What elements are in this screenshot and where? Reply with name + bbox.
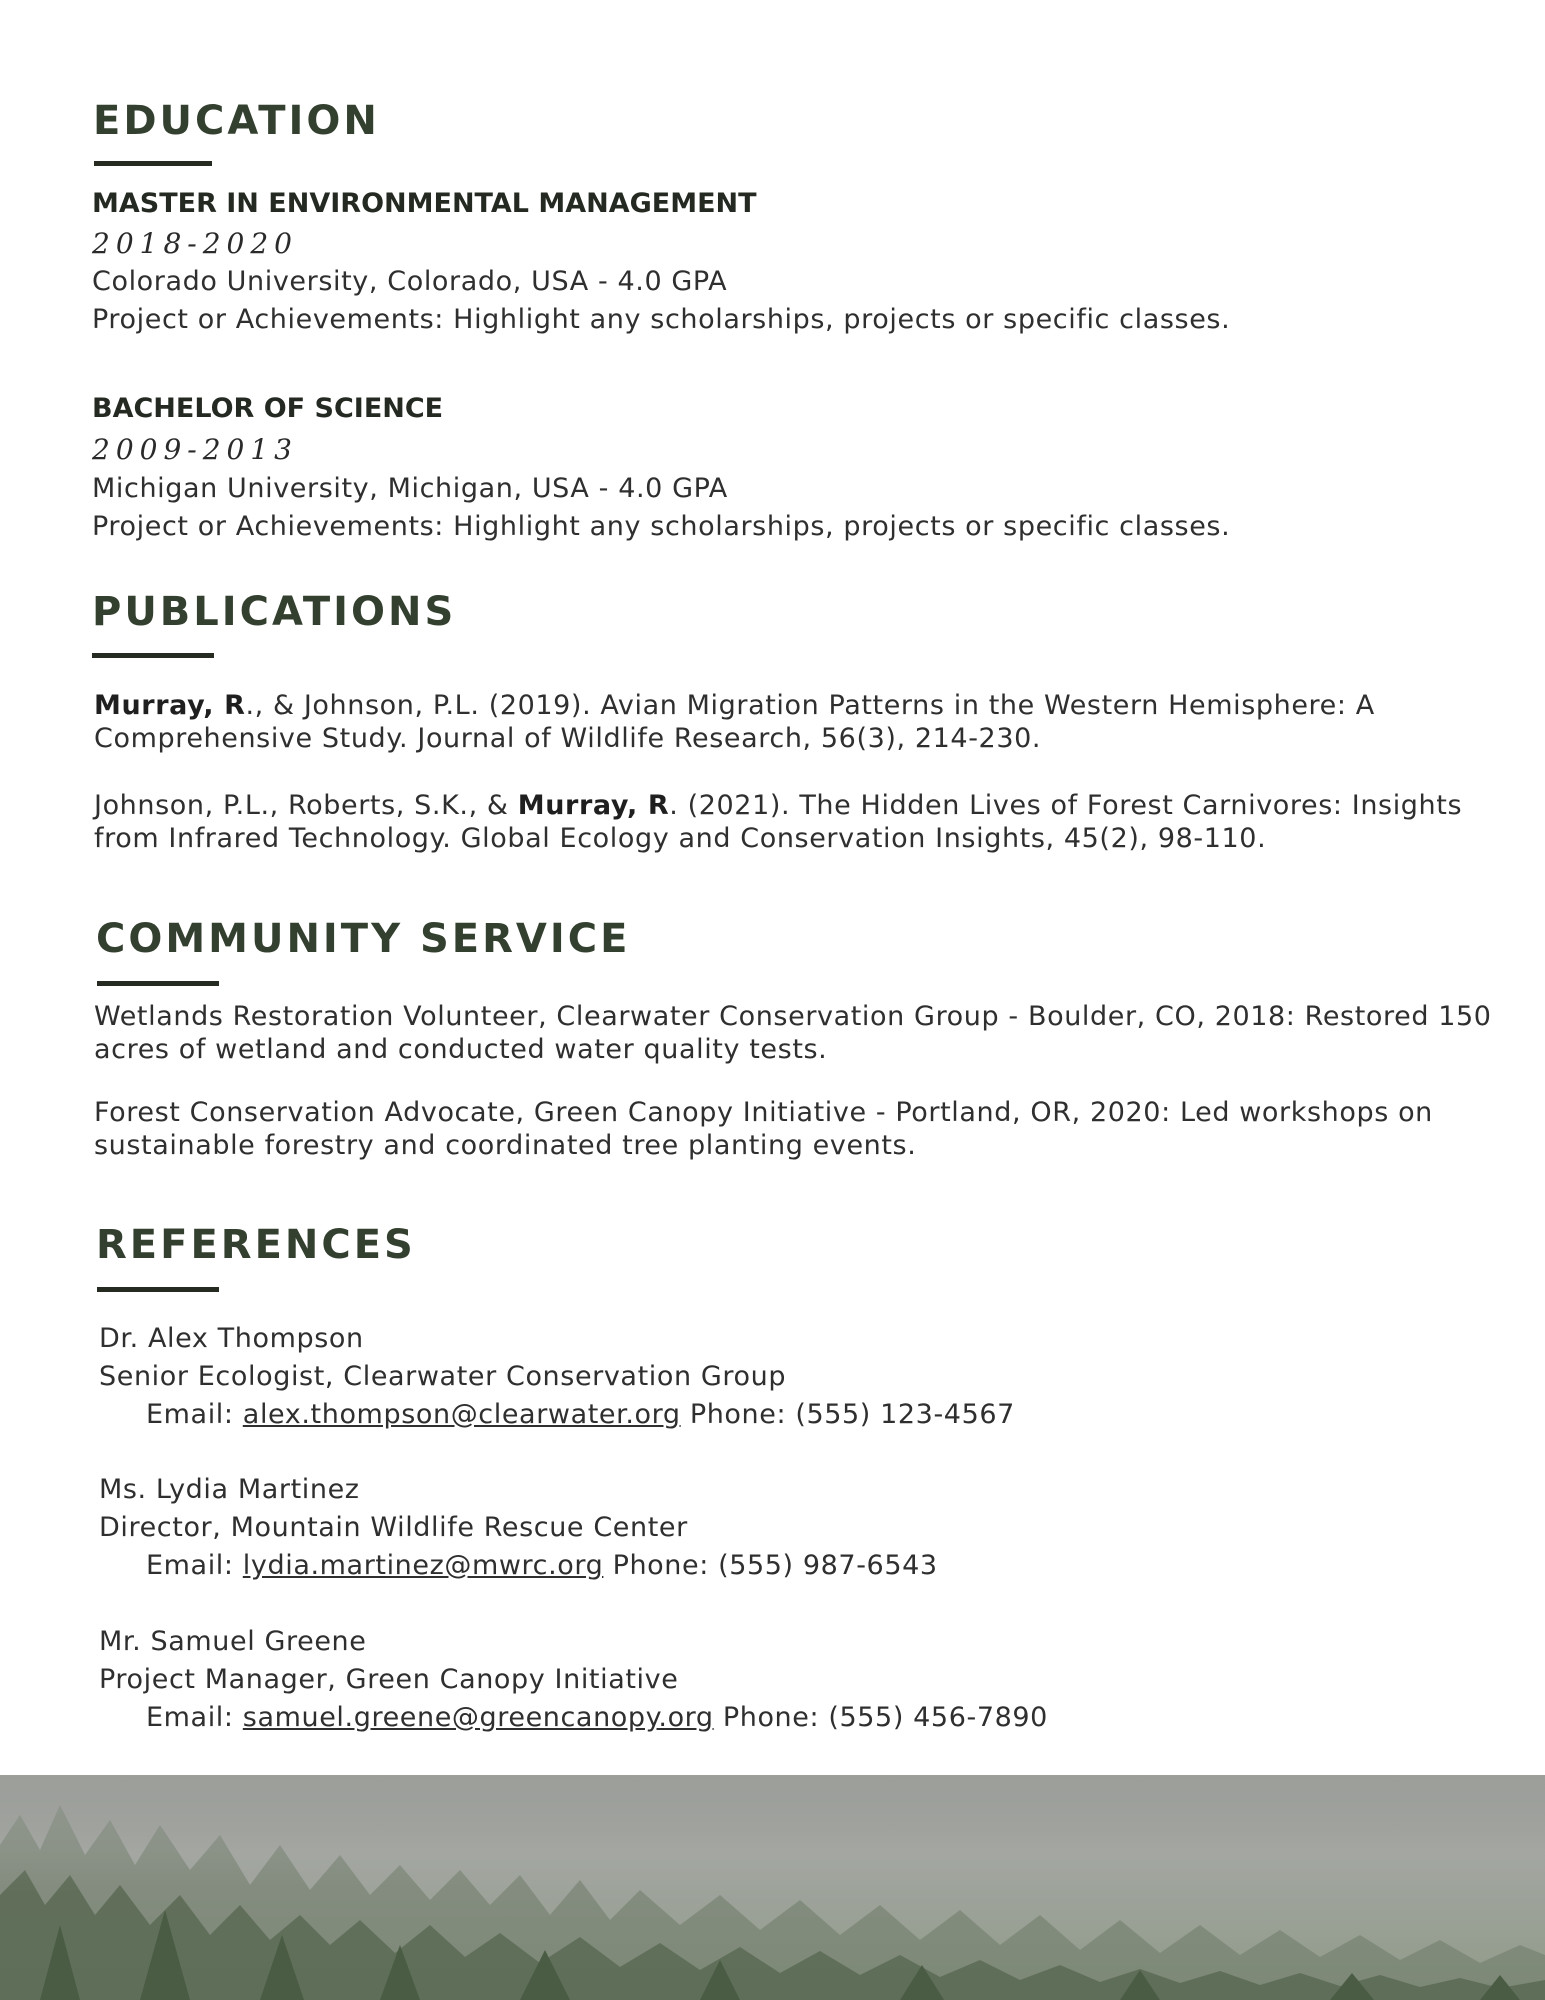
reference-role: Director, Mountain Wildlife Rescue Center — [99, 1512, 688, 1543]
reference-contact — [146, 1702, 1048, 1733]
education-heading: EDUCATION — [93, 98, 380, 144]
reference-email-link[interactable]: alex.thompson@clearwater.org — [242, 1399, 681, 1430]
publication-coauthors: Johnson, P.L., Roberts, S.K., & — [94, 790, 518, 821]
community-service-underline — [97, 981, 219, 986]
reference-contact — [146, 1399, 1015, 1430]
community-service-entry: Wetlands Restoration Volunteer, Clearwater Conservation Group - Boulder, CO, 2018: Restored 150 acres of wetland and conducted water quality tests. — [94, 1001, 1492, 1065]
references-underline — [97, 1287, 219, 1292]
publication-text: ., & Johnson, P.L. (2019). Avian Migration Patterns in the Western Hemisphere: A Comprehensive Study. Journal of Wildlife Research, 56(3), 214-230. — [94, 690, 1375, 754]
references-heading: REFERENCES — [96, 1222, 416, 1268]
education-school: Colorado University, Colorado, USA - 4.0 GPA — [92, 266, 728, 297]
community-service-heading: COMMUNITY SERVICE — [96, 916, 631, 962]
publication-author-bold: Murray, R — [94, 690, 246, 721]
reference-role: Project Manager, Green Canopy Initiative — [99, 1664, 679, 1695]
education-degree: MASTER IN ENVIRONMENTAL MANAGEMENT — [92, 188, 757, 219]
education-years: 2009-2013 — [92, 433, 298, 466]
publication-entry — [94, 689, 1534, 755]
education-underline — [94, 161, 212, 166]
reference-email-label: Email: — [146, 1702, 234, 1733]
education-school: Michigan University, Michigan, USA - 4.0 GPA — [92, 473, 728, 504]
publications-underline — [92, 653, 214, 658]
reference-email-label: Email: — [146, 1399, 234, 1430]
reference-phone: Phone: (555) 987-6543 — [612, 1550, 938, 1581]
reference-phone: Phone: (555) 456-7890 — [722, 1702, 1048, 1733]
reference-name: Mr. Samuel Greene — [99, 1626, 367, 1657]
education-achievements: Project or Achievements: Highlight any scholarships, projects or specific classes. — [92, 511, 1231, 542]
reference-email-label: Email: — [146, 1550, 234, 1581]
forest-footer-image — [0, 1775, 1545, 2000]
publication-entry — [94, 789, 1534, 855]
publication-author-bold: Murray, R — [517, 790, 670, 821]
education-years: 2018-2020 — [92, 227, 298, 260]
reference-name: Dr. Alex Thompson — [99, 1323, 364, 1354]
reference-email-link[interactable]: samuel.greene@greencanopy.org — [242, 1702, 714, 1733]
education-achievements: Project or Achievements: Highlight any scholarships, projects or specific classes. — [92, 304, 1231, 335]
publication-text: . (2021). The Hidden Lives of Forest Carnivores: Insights from Infrared Technology. Global Ecology and Conservation Insights, 45(2), 98-110. — [94, 790, 1463, 854]
publications-heading: PUBLICATIONS — [92, 589, 457, 635]
reference-email-link[interactable]: lydia.martinez@mwrc.org — [242, 1550, 604, 1581]
reference-name: Ms. Lydia Martinez — [99, 1474, 360, 1505]
education-degree: BACHELOR OF SCIENCE — [92, 393, 444, 424]
reference-phone: Phone: (555) 123-4567 — [689, 1399, 1015, 1430]
community-service-entry: Forest Conservation Advocate, Green Canopy Initiative - Portland, OR, 2020: Led workshops on sustainable forestry and coordinated tree planting events. — [94, 1097, 1433, 1161]
reference-contact — [146, 1550, 938, 1581]
reference-role: Senior Ecologist, Clearwater Conservation Group — [99, 1361, 787, 1392]
